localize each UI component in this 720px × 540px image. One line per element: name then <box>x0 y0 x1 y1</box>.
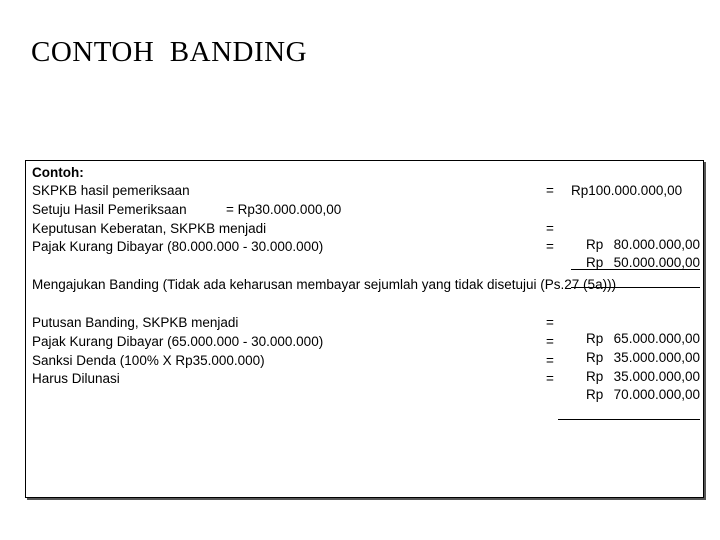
amount: 35.000.000,00 <box>613 350 701 365</box>
row-sanksi-eq: = <box>546 353 554 368</box>
currency-label: Rp <box>586 255 604 270</box>
row-skpkb-value: Rp100.000.000,00 <box>571 183 683 198</box>
row-keputusan-eq: = <box>546 221 554 236</box>
row-setuju-value: = Rp30.000.000,00 <box>226 202 342 217</box>
row-pkd2-label: Pajak Kurang Dibayar (65.000.000 - 30.000.000) <box>32 334 324 349</box>
banding-note: Mengajukan Banding (Tidak ada keharusan membayar sejumlah yang tidak disetujui (Ps.27 (5a))) <box>32 277 617 292</box>
row-skpkb-label: SKPKB hasil pemeriksaan <box>32 183 190 198</box>
row-sanksi-label: Sanksi Denda (100% X Rp35.000.000) <box>32 353 265 368</box>
row-keputusan-label: Keputusan Keberatan, SKPKB menjadi <box>32 221 267 236</box>
amount: 50.000.000,00 <box>613 255 701 270</box>
currency-label: Rp <box>586 387 604 402</box>
page-title: CONTOH BANDING <box>31 36 308 68</box>
row-pkd-eq: = <box>546 239 554 254</box>
row-harus-value <box>558 371 700 420</box>
row-putusan-eq: = <box>546 315 554 330</box>
row-harus-eq: = <box>546 371 554 386</box>
row-setuju-label: Setuju Hasil Pemeriksaan <box>32 202 187 217</box>
currency-label: Rp <box>586 369 604 384</box>
row-putusan-label: Putusan Banding, SKPKB menjadi <box>32 315 239 330</box>
row-skpkb-eq: = <box>546 183 554 198</box>
example-heading: Contoh: <box>32 165 84 180</box>
example-box <box>25 160 704 498</box>
row-pkd2-eq: = <box>546 334 554 349</box>
amount: 65.000.000,00 <box>613 331 701 346</box>
currency-label: Rp <box>586 331 604 346</box>
amount: 80.000.000,00 <box>613 237 701 252</box>
amount: 35.000.000,00 <box>613 369 701 384</box>
row-harus-label: Harus Dilunasi <box>32 371 120 386</box>
currency-label: Rp <box>586 237 604 252</box>
row-pkd-label: Pajak Kurang Dibayar (80.000.000 - 30.000.000) <box>32 239 324 254</box>
currency-label: Rp <box>586 350 604 365</box>
amount: 70.000.000,00 <box>613 387 701 402</box>
